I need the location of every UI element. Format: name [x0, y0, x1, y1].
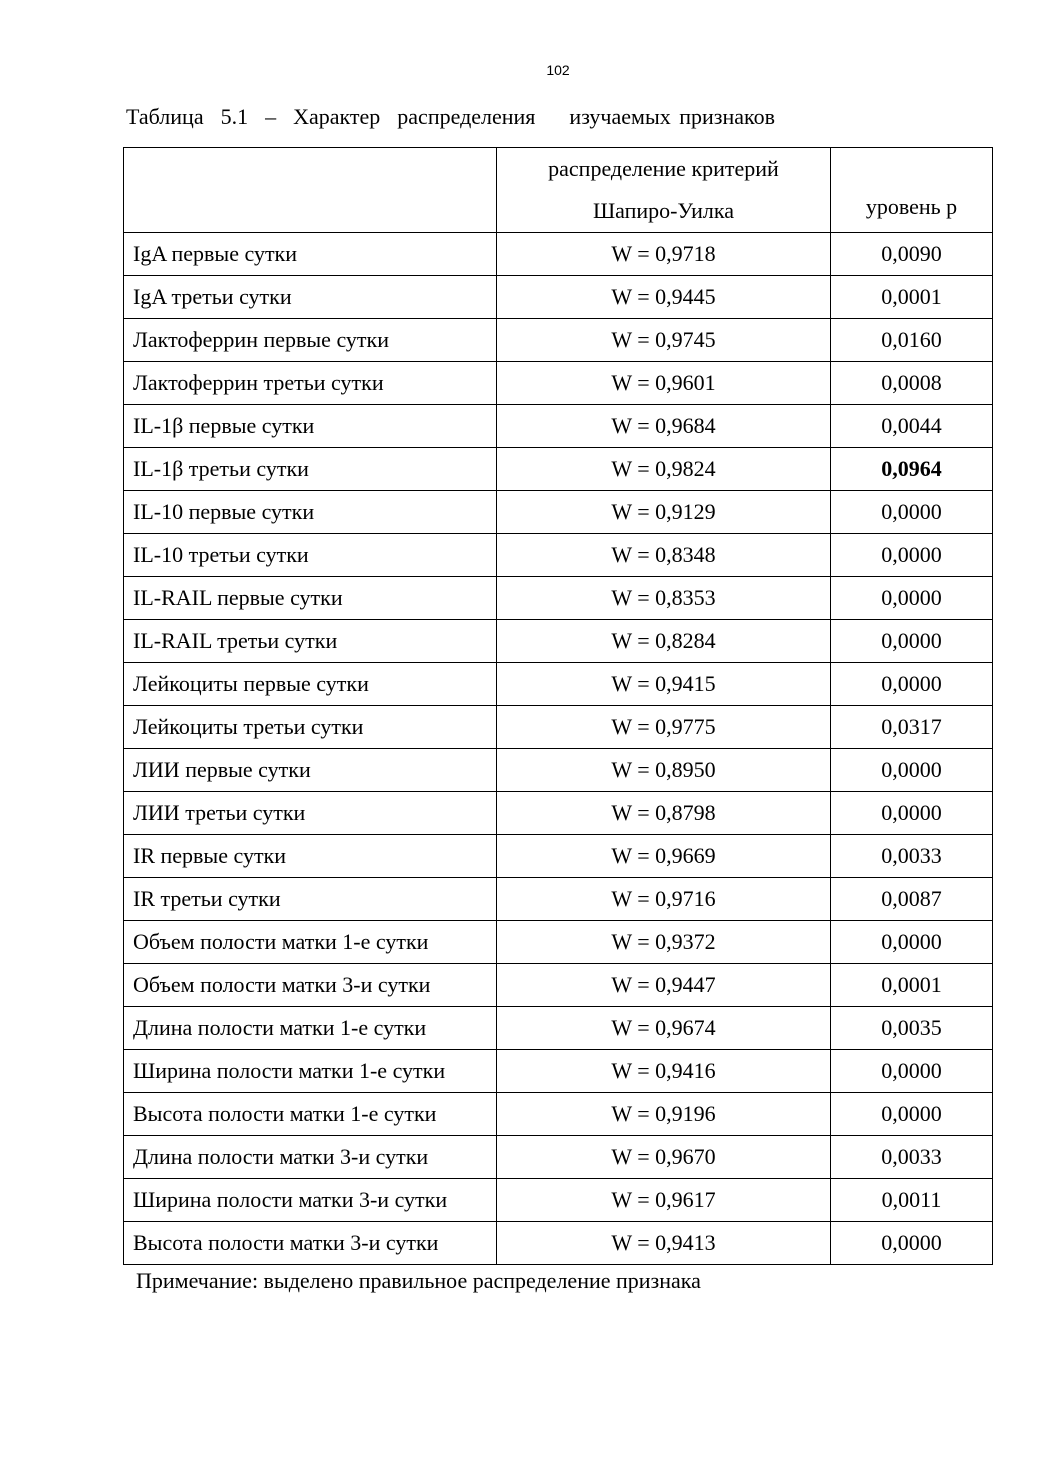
p-level-cell: 0,0033 — [831, 834, 993, 877]
p-level-cell: 0,0000 — [831, 533, 993, 576]
w-statistic-cell: W = 0,9745 — [497, 318, 831, 361]
p-level-cell: 0,0090 — [831, 232, 993, 275]
w-statistic-cell: W = 0,9716 — [497, 877, 831, 920]
p-level-cell: 0,0000 — [831, 791, 993, 834]
p-level-cell: 0,0033 — [831, 1135, 993, 1178]
w-statistic-cell: W = 0,9601 — [497, 361, 831, 404]
feature-name-cell: IR первые сутки — [124, 834, 497, 877]
table-row — [124, 1178, 993, 1221]
w-statistic-cell: W = 0,9445 — [497, 275, 831, 318]
table-row — [124, 275, 993, 318]
p-level-cell: 0,0035 — [831, 1006, 993, 1049]
p-level-cell: 0,0044 — [831, 404, 993, 447]
feature-name-cell: IL-RAIL первые сутки — [124, 576, 497, 619]
table-row — [124, 791, 993, 834]
table-row — [124, 232, 993, 275]
table-row — [124, 748, 993, 791]
w-statistic-cell: W = 0,8348 — [497, 533, 831, 576]
feature-name-cell: Высота полости матки 1-е сутки — [124, 1092, 497, 1135]
feature-name-cell: IgA первые сутки — [124, 232, 497, 275]
w-statistic-cell: W = 0,9674 — [497, 1006, 831, 1049]
distribution-table — [123, 147, 993, 1265]
p-level-cell: 0,0000 — [831, 576, 993, 619]
feature-name-cell: Длина полости матки 1-е сутки — [124, 1006, 497, 1049]
p-level-cell: 0,0160 — [831, 318, 993, 361]
feature-name-cell: IL-RAIL третьи сутки — [124, 619, 497, 662]
feature-name-cell: Длина полости матки 3-и сутки — [124, 1135, 497, 1178]
feature-name-cell: Лактоферрин первые сутки — [124, 318, 497, 361]
p-level-cell: 0,0964 — [831, 447, 993, 490]
feature-name-cell: Лейкоциты первые сутки — [124, 662, 497, 705]
header-shapiro-wilk — [497, 148, 831, 233]
feature-name-cell: ЛИИ первые сутки — [124, 748, 497, 791]
feature-name-cell: IL-1β третьи сутки — [124, 447, 497, 490]
table-row — [124, 662, 993, 705]
p-level-cell: 0,0000 — [831, 619, 993, 662]
feature-name-cell: IL-10 третьи сутки — [124, 533, 497, 576]
feature-name-cell: Объем полости матки 1-е сутки — [124, 920, 497, 963]
table-row — [124, 963, 993, 1006]
feature-name-cell: Ширина полости матки 3-и сутки — [124, 1178, 497, 1221]
table-row — [124, 490, 993, 533]
p-level-cell: 0,0001 — [831, 275, 993, 318]
table-row — [124, 1006, 993, 1049]
table-row — [124, 1135, 993, 1178]
header-p-level: уровень p — [831, 148, 993, 233]
table-row — [124, 318, 993, 361]
w-statistic-cell: W = 0,9718 — [497, 232, 831, 275]
header-shapiro-wilk-line1: распределение критерий — [548, 156, 779, 181]
feature-name-cell: ЛИИ третьи сутки — [124, 791, 497, 834]
table-caption: Таблица 5.1 – Характер распределения изучаемых признаков — [126, 104, 775, 129]
w-statistic-cell: W = 0,9372 — [497, 920, 831, 963]
w-statistic-cell: W = 0,9775 — [497, 705, 831, 748]
table-row — [124, 1049, 993, 1092]
table-row — [124, 447, 993, 490]
p-level-cell: 0,0001 — [831, 963, 993, 1006]
feature-name-cell: Высота полости матки 3-и сутки — [124, 1221, 497, 1264]
p-level-cell: 0,0317 — [831, 705, 993, 748]
w-statistic-cell: W = 0,8950 — [497, 748, 831, 791]
table-row — [124, 877, 993, 920]
w-statistic-cell: W = 0,9416 — [497, 1049, 831, 1092]
page-number: 102 — [546, 62, 570, 78]
w-statistic-cell: W = 0,9684 — [497, 404, 831, 447]
feature-name-cell: IgA третьи сутки — [124, 275, 497, 318]
p-level-cell: 0,0000 — [831, 1221, 993, 1264]
table-note: Примечание: выделено правильное распределение признака — [136, 1268, 701, 1293]
table-row — [124, 1221, 993, 1264]
w-statistic-cell: W = 0,9447 — [497, 963, 831, 1006]
table-header-row — [124, 148, 993, 233]
table-row — [124, 619, 993, 662]
w-statistic-cell: W = 0,9669 — [497, 834, 831, 877]
w-statistic-cell: W = 0,9129 — [497, 490, 831, 533]
feature-name-cell: Ширина полости матки 1-е сутки — [124, 1049, 497, 1092]
table-row — [124, 361, 993, 404]
w-statistic-cell: W = 0,9413 — [497, 1221, 831, 1264]
p-level-cell: 0,0000 — [831, 748, 993, 791]
p-level-cell: 0,0000 — [831, 662, 993, 705]
table-row — [124, 404, 993, 447]
feature-name-cell: Лактоферрин третьи сутки — [124, 361, 497, 404]
w-statistic-cell: W = 0,8798 — [497, 791, 831, 834]
w-statistic-cell: W = 0,8353 — [497, 576, 831, 619]
w-statistic-cell: W = 0,9670 — [497, 1135, 831, 1178]
w-statistic-cell: W = 0,9824 — [497, 447, 831, 490]
table-row — [124, 1092, 993, 1135]
table-row — [124, 705, 993, 748]
feature-name-cell: Объем полости матки 3-и сутки — [124, 963, 497, 1006]
header-shapiro-wilk-line2: Шапиро-Уилка — [592, 197, 735, 223]
w-statistic-cell: W = 0,9415 — [497, 662, 831, 705]
w-statistic-cell: W = 0,8284 — [497, 619, 831, 662]
p-level-cell: 0,0000 — [831, 490, 993, 533]
p-level-cell: 0,0011 — [831, 1178, 993, 1221]
p-level-cell: 0,0000 — [831, 1049, 993, 1092]
table-row — [124, 920, 993, 963]
p-level-cell: 0,0087 — [831, 877, 993, 920]
table-body — [124, 232, 993, 1264]
table-row — [124, 834, 993, 877]
header-empty-cell — [124, 148, 497, 233]
p-level-cell: 0,0000 — [831, 1092, 993, 1135]
p-level-cell: 0,0008 — [831, 361, 993, 404]
p-level-cell: 0,0000 — [831, 920, 993, 963]
feature-name-cell: IR третьи сутки — [124, 877, 497, 920]
table-row — [124, 576, 993, 619]
feature-name-cell: IL-1β первые сутки — [124, 404, 497, 447]
w-statistic-cell: W = 0,9196 — [497, 1092, 831, 1135]
table-row — [124, 533, 993, 576]
feature-name-cell: IL-10 первые сутки — [124, 490, 497, 533]
w-statistic-cell: W = 0,9617 — [497, 1178, 831, 1221]
feature-name-cell: Лейкоциты третьи сутки — [124, 705, 497, 748]
